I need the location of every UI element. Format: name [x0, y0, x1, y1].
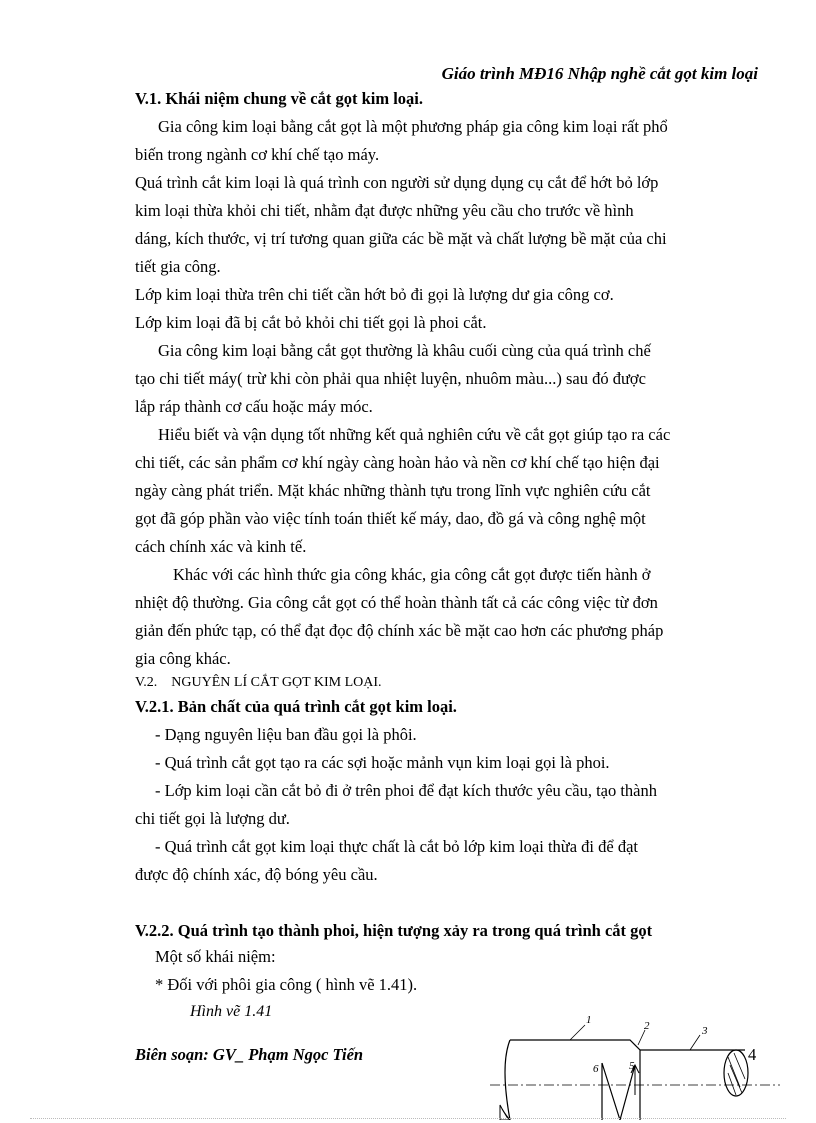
paragraph-line: Lớp kim loại đã bị cắt bỏ khỏi chi tiết gọi là phoi cắt.: [135, 313, 487, 332]
figure-label-3: 3: [702, 1025, 708, 1037]
workpiece-outline: [510, 1040, 640, 1120]
figure-label-2: 2: [644, 1020, 650, 1032]
paragraph-line: gọt đã góp phần vào việc tính toán thiết kế máy, dao, đồ gá và công nghệ một: [135, 509, 646, 528]
bottom-divider: [30, 1118, 786, 1119]
paragraph-line: kim loại thừa khỏi chi tiết, nhằm đạt được những yêu cầu cho trước về hình: [135, 201, 634, 220]
machining-figure: [490, 1005, 780, 1120]
list-item: - Dạng nguyên liệu ban đầu gọi là phôi.: [155, 725, 417, 744]
figure-label-5: 5: [629, 1060, 635, 1072]
workpiece-left-end: [505, 1040, 510, 1120]
heading-v2-1: V.2.1. Bản chất của quá trình cắt gọt kim loại.: [135, 697, 457, 716]
paragraph-line: tạo chi tiết máy( trừ khi còn phải qua nhiệt luyện, nhuôm màu...) sau đó được: [135, 369, 646, 388]
paragraph-line: Quá trình cắt kim loại là quá trình con người sử dụng dụng cụ cắt để hớt bỏ lớp: [135, 173, 659, 192]
list-item: - Quá trình cắt gọt tạo ra các sợi hoặc mảnh vụn kim loại gọi là phoi.: [155, 753, 610, 772]
page-number: 4: [748, 1045, 757, 1064]
paragraph-line: dáng, kích thước, vị trí tương quan giữa các bề mặt và chất lượng bề mặt của chi: [135, 229, 667, 248]
page-header-title: Giáo trình MĐ16 Nhập nghề cắt gọt kim loại: [441, 64, 758, 83]
paragraph-line: Gia công kim loại bằng cắt gọt thường là khâu cuối cùng của quá trình chế: [158, 341, 651, 360]
footer-author: Biên soạn: GV_ Phạm Ngọc Tiến: [135, 1045, 364, 1064]
heading-v1: V.1. Khái niệm chung về cắt gọt kim loại.: [135, 89, 424, 108]
figure-caption: Hình vẽ 1.41: [190, 1003, 273, 1020]
heading-v2-2: V.2.2. Quá trình tạo thành phoi, hiện tượng xảy ra trong quá trình cắt gọt: [135, 921, 653, 940]
paragraph-line: lắp ráp thành cơ cấu hoặc máy móc.: [135, 397, 373, 416]
list-item: - Lớp kim loại cần cắt bỏ đi ở trên phoi để đạt kích thước yêu cầu, tạo thành: [155, 781, 658, 800]
list-item-continued: được độ chính xác, độ bóng yêu cầu.: [135, 865, 378, 884]
figure-label-6: 6: [593, 1063, 599, 1075]
heading-v2: V.2. NGUYÊN LÍ CẮT GỌT KIM LOẠI.: [135, 675, 382, 690]
paragraph-line: cách chính xác và kinh tế.: [135, 537, 307, 556]
paragraph-line: * Đối với phôi gia công ( hình vẽ 1.41).: [155, 975, 418, 994]
paragraph-line: tiết gia công.: [135, 257, 221, 276]
paragraph-line: ngày càng phát triển. Mặt khác những thành tựu trong lĩnh vực nghiên cứu cắt: [135, 481, 651, 500]
paragraph-line: Gia công kim loại bằng cắt gọt là một phương pháp gia công kim loại rất phổ: [158, 117, 668, 136]
list-item: - Quá trình cắt gọt kim loại thực chất là cắt bỏ lớp kim loại thừa đi để đạt: [155, 837, 638, 856]
paragraph-line: biến trong ngành cơ khí chế tạo máy.: [135, 145, 380, 164]
list-item-continued: chi tiết gọi là lượng dư.: [135, 809, 290, 828]
paragraph-line: Khác với các hình thức gia công khác, gia công cắt gọt được tiến hành ở: [173, 565, 651, 584]
paragraph-line: Hiểu biết và vận dụng tốt những kết quả nghiên cứu về cắt gọt giúp tạo ra các: [158, 425, 671, 444]
paragraph-line: Một số khái niệm:: [155, 947, 276, 966]
paragraph-line: gia công khác.: [135, 649, 231, 668]
paragraph-line: Lớp kim loại thừa trên chi tiết cần hớt bỏ đi gọi là lượng dư gia công cơ.: [135, 285, 614, 304]
paragraph-line: nhiệt độ thường. Gia công cắt gọt có thể hoàn thành tất cả các công việc từ đơn: [135, 593, 658, 612]
paragraph-line: giản đến phức tạp, có thể đạt đọc độ chính xác bề mặt cao hơn các phương pháp: [135, 621, 664, 640]
figure-label-1: 1: [586, 1014, 592, 1026]
paragraph-line: chi tiết, các sản phẩm cơ khí ngày càng hoàn hảo và nền cơ khí chế tạo hiện đại: [135, 453, 660, 472]
